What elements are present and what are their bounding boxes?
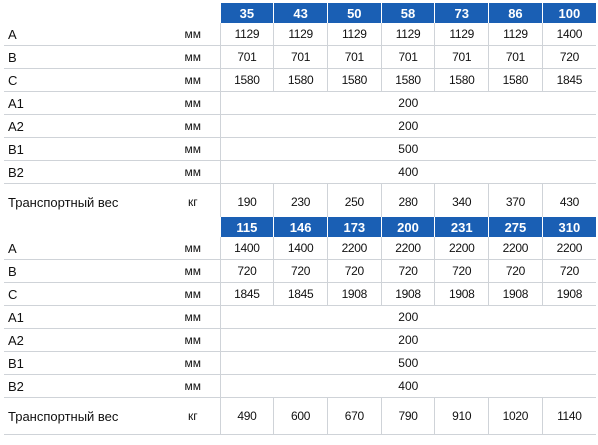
unit-cell: мм <box>166 375 220 398</box>
table-row <box>4 306 596 329</box>
model-header-cell: 115 <box>220 217 274 237</box>
value-cell: 1908 <box>327 283 381 306</box>
value-cell: 720 <box>381 260 435 283</box>
value-cell: 250 <box>327 184 381 221</box>
value-cell: 430 <box>542 184 596 221</box>
value-cell: 1129 <box>381 23 435 46</box>
value-cell: 720 <box>327 260 381 283</box>
value-cell: 280 <box>381 184 435 221</box>
merged-value-cell: 400 <box>220 161 596 184</box>
row-label: A2 <box>4 115 166 138</box>
row-label: Транспортный вес <box>4 184 166 221</box>
model-header-cell: 231 <box>435 217 489 237</box>
row-label: Транспортный вес <box>4 398 166 435</box>
table-row <box>4 92 596 115</box>
value-cell: 370 <box>489 184 543 221</box>
header-blank-cell <box>166 217 220 237</box>
value-cell: 670 <box>327 398 381 435</box>
model-header-cell: 275 <box>489 217 543 237</box>
table-row <box>4 352 596 375</box>
row-label: B2 <box>4 375 166 398</box>
row-label: B1 <box>4 138 166 161</box>
model-header-cell: 310 <box>542 217 596 237</box>
merged-value-cell: 200 <box>220 306 596 329</box>
unit-cell: кг <box>166 184 220 221</box>
value-cell: 1580 <box>327 69 381 92</box>
merged-value-cell: 500 <box>220 352 596 375</box>
value-cell: 720 <box>220 260 274 283</box>
value-cell: 1129 <box>435 23 489 46</box>
value-cell: 1908 <box>489 283 543 306</box>
row-label: A1 <box>4 92 166 115</box>
value-cell: 340 <box>435 184 489 221</box>
unit-cell: мм <box>166 115 220 138</box>
value-cell: 1129 <box>327 23 381 46</box>
header-blank-cell <box>4 3 166 23</box>
model-header-cell: 35 <box>220 3 274 23</box>
row-label: A2 <box>4 329 166 352</box>
unit-cell: мм <box>166 260 220 283</box>
value-cell: 2200 <box>381 237 435 260</box>
value-cell: 720 <box>489 260 543 283</box>
table-row <box>4 115 596 138</box>
model-header-cell: 100 <box>542 3 596 23</box>
table-row <box>4 398 596 435</box>
table-row <box>4 260 596 283</box>
header-blank-cell <box>4 217 166 237</box>
value-cell: 701 <box>274 46 328 69</box>
model-header-cell: 146 <box>274 217 328 237</box>
value-cell: 1908 <box>435 283 489 306</box>
unit-cell: мм <box>166 161 220 184</box>
row-label: A <box>4 23 166 46</box>
table-row <box>4 161 596 184</box>
dimensions-table-1 <box>4 3 596 221</box>
merged-value-cell: 200 <box>220 329 596 352</box>
model-header-cell: 173 <box>327 217 381 237</box>
table-row <box>4 184 596 221</box>
model-header-row <box>4 217 596 237</box>
row-label: A1 <box>4 306 166 329</box>
value-cell: 1845 <box>220 283 274 306</box>
unit-cell: мм <box>166 283 220 306</box>
merged-value-cell: 200 <box>220 115 596 138</box>
value-cell: 2200 <box>489 237 543 260</box>
value-cell: 720 <box>542 260 596 283</box>
row-label: A <box>4 237 166 260</box>
value-cell: 701 <box>381 46 435 69</box>
table-row <box>4 69 596 92</box>
dimensions-table-2 <box>4 217 596 435</box>
unit-cell: мм <box>166 23 220 46</box>
row-label: B <box>4 260 166 283</box>
model-header-cell: 43 <box>274 3 328 23</box>
unit-cell: мм <box>166 92 220 115</box>
row-label: C <box>4 69 166 92</box>
value-cell: 701 <box>435 46 489 69</box>
unit-cell: кг <box>166 398 220 435</box>
value-cell: 2200 <box>327 237 381 260</box>
unit-cell: мм <box>166 69 220 92</box>
merged-value-cell: 200 <box>220 92 596 115</box>
value-cell: 1129 <box>274 23 328 46</box>
value-cell: 1400 <box>542 23 596 46</box>
value-cell: 230 <box>274 184 328 221</box>
model-header-cell: 58 <box>381 3 435 23</box>
row-label: B2 <box>4 161 166 184</box>
value-cell: 600 <box>274 398 328 435</box>
value-cell: 1908 <box>381 283 435 306</box>
value-cell: 1580 <box>381 69 435 92</box>
value-cell: 701 <box>220 46 274 69</box>
row-label: B <box>4 46 166 69</box>
row-label: B1 <box>4 352 166 375</box>
model-header-cell: 200 <box>381 217 435 237</box>
table-row <box>4 237 596 260</box>
model-header-row <box>4 3 596 23</box>
value-cell: 1580 <box>274 69 328 92</box>
value-cell: 1129 <box>489 23 543 46</box>
value-cell: 720 <box>274 260 328 283</box>
value-cell: 1580 <box>220 69 274 92</box>
value-cell: 1140 <box>542 398 596 435</box>
unit-cell: мм <box>166 46 220 69</box>
value-cell: 910 <box>435 398 489 435</box>
model-header-cell: 73 <box>435 3 489 23</box>
value-cell: 190 <box>220 184 274 221</box>
table-row <box>4 375 596 398</box>
table-row <box>4 23 596 46</box>
value-cell: 720 <box>435 260 489 283</box>
value-cell: 2200 <box>542 237 596 260</box>
value-cell: 1129 <box>220 23 274 46</box>
table-row <box>4 138 596 161</box>
unit-cell: мм <box>166 138 220 161</box>
value-cell: 1400 <box>274 237 328 260</box>
value-cell: 1908 <box>542 283 596 306</box>
value-cell: 790 <box>381 398 435 435</box>
merged-value-cell: 500 <box>220 138 596 161</box>
table-row <box>4 329 596 352</box>
header-blank-cell <box>166 3 220 23</box>
table-row <box>4 283 596 306</box>
unit-cell: мм <box>166 306 220 329</box>
table-row <box>4 46 596 69</box>
model-header-cell: 86 <box>489 3 543 23</box>
value-cell: 701 <box>489 46 543 69</box>
value-cell: 2200 <box>435 237 489 260</box>
row-label: C <box>4 283 166 306</box>
value-cell: 1400 <box>220 237 274 260</box>
value-cell: 1580 <box>435 69 489 92</box>
unit-cell: мм <box>166 352 220 375</box>
unit-cell: мм <box>166 329 220 352</box>
model-header-cell: 50 <box>327 3 381 23</box>
value-cell: 1845 <box>274 283 328 306</box>
value-cell: 1580 <box>489 69 543 92</box>
value-cell: 720 <box>542 46 596 69</box>
value-cell: 1845 <box>542 69 596 92</box>
value-cell: 701 <box>327 46 381 69</box>
value-cell: 1020 <box>489 398 543 435</box>
unit-cell: мм <box>166 237 220 260</box>
value-cell: 490 <box>220 398 274 435</box>
merged-value-cell: 400 <box>220 375 596 398</box>
